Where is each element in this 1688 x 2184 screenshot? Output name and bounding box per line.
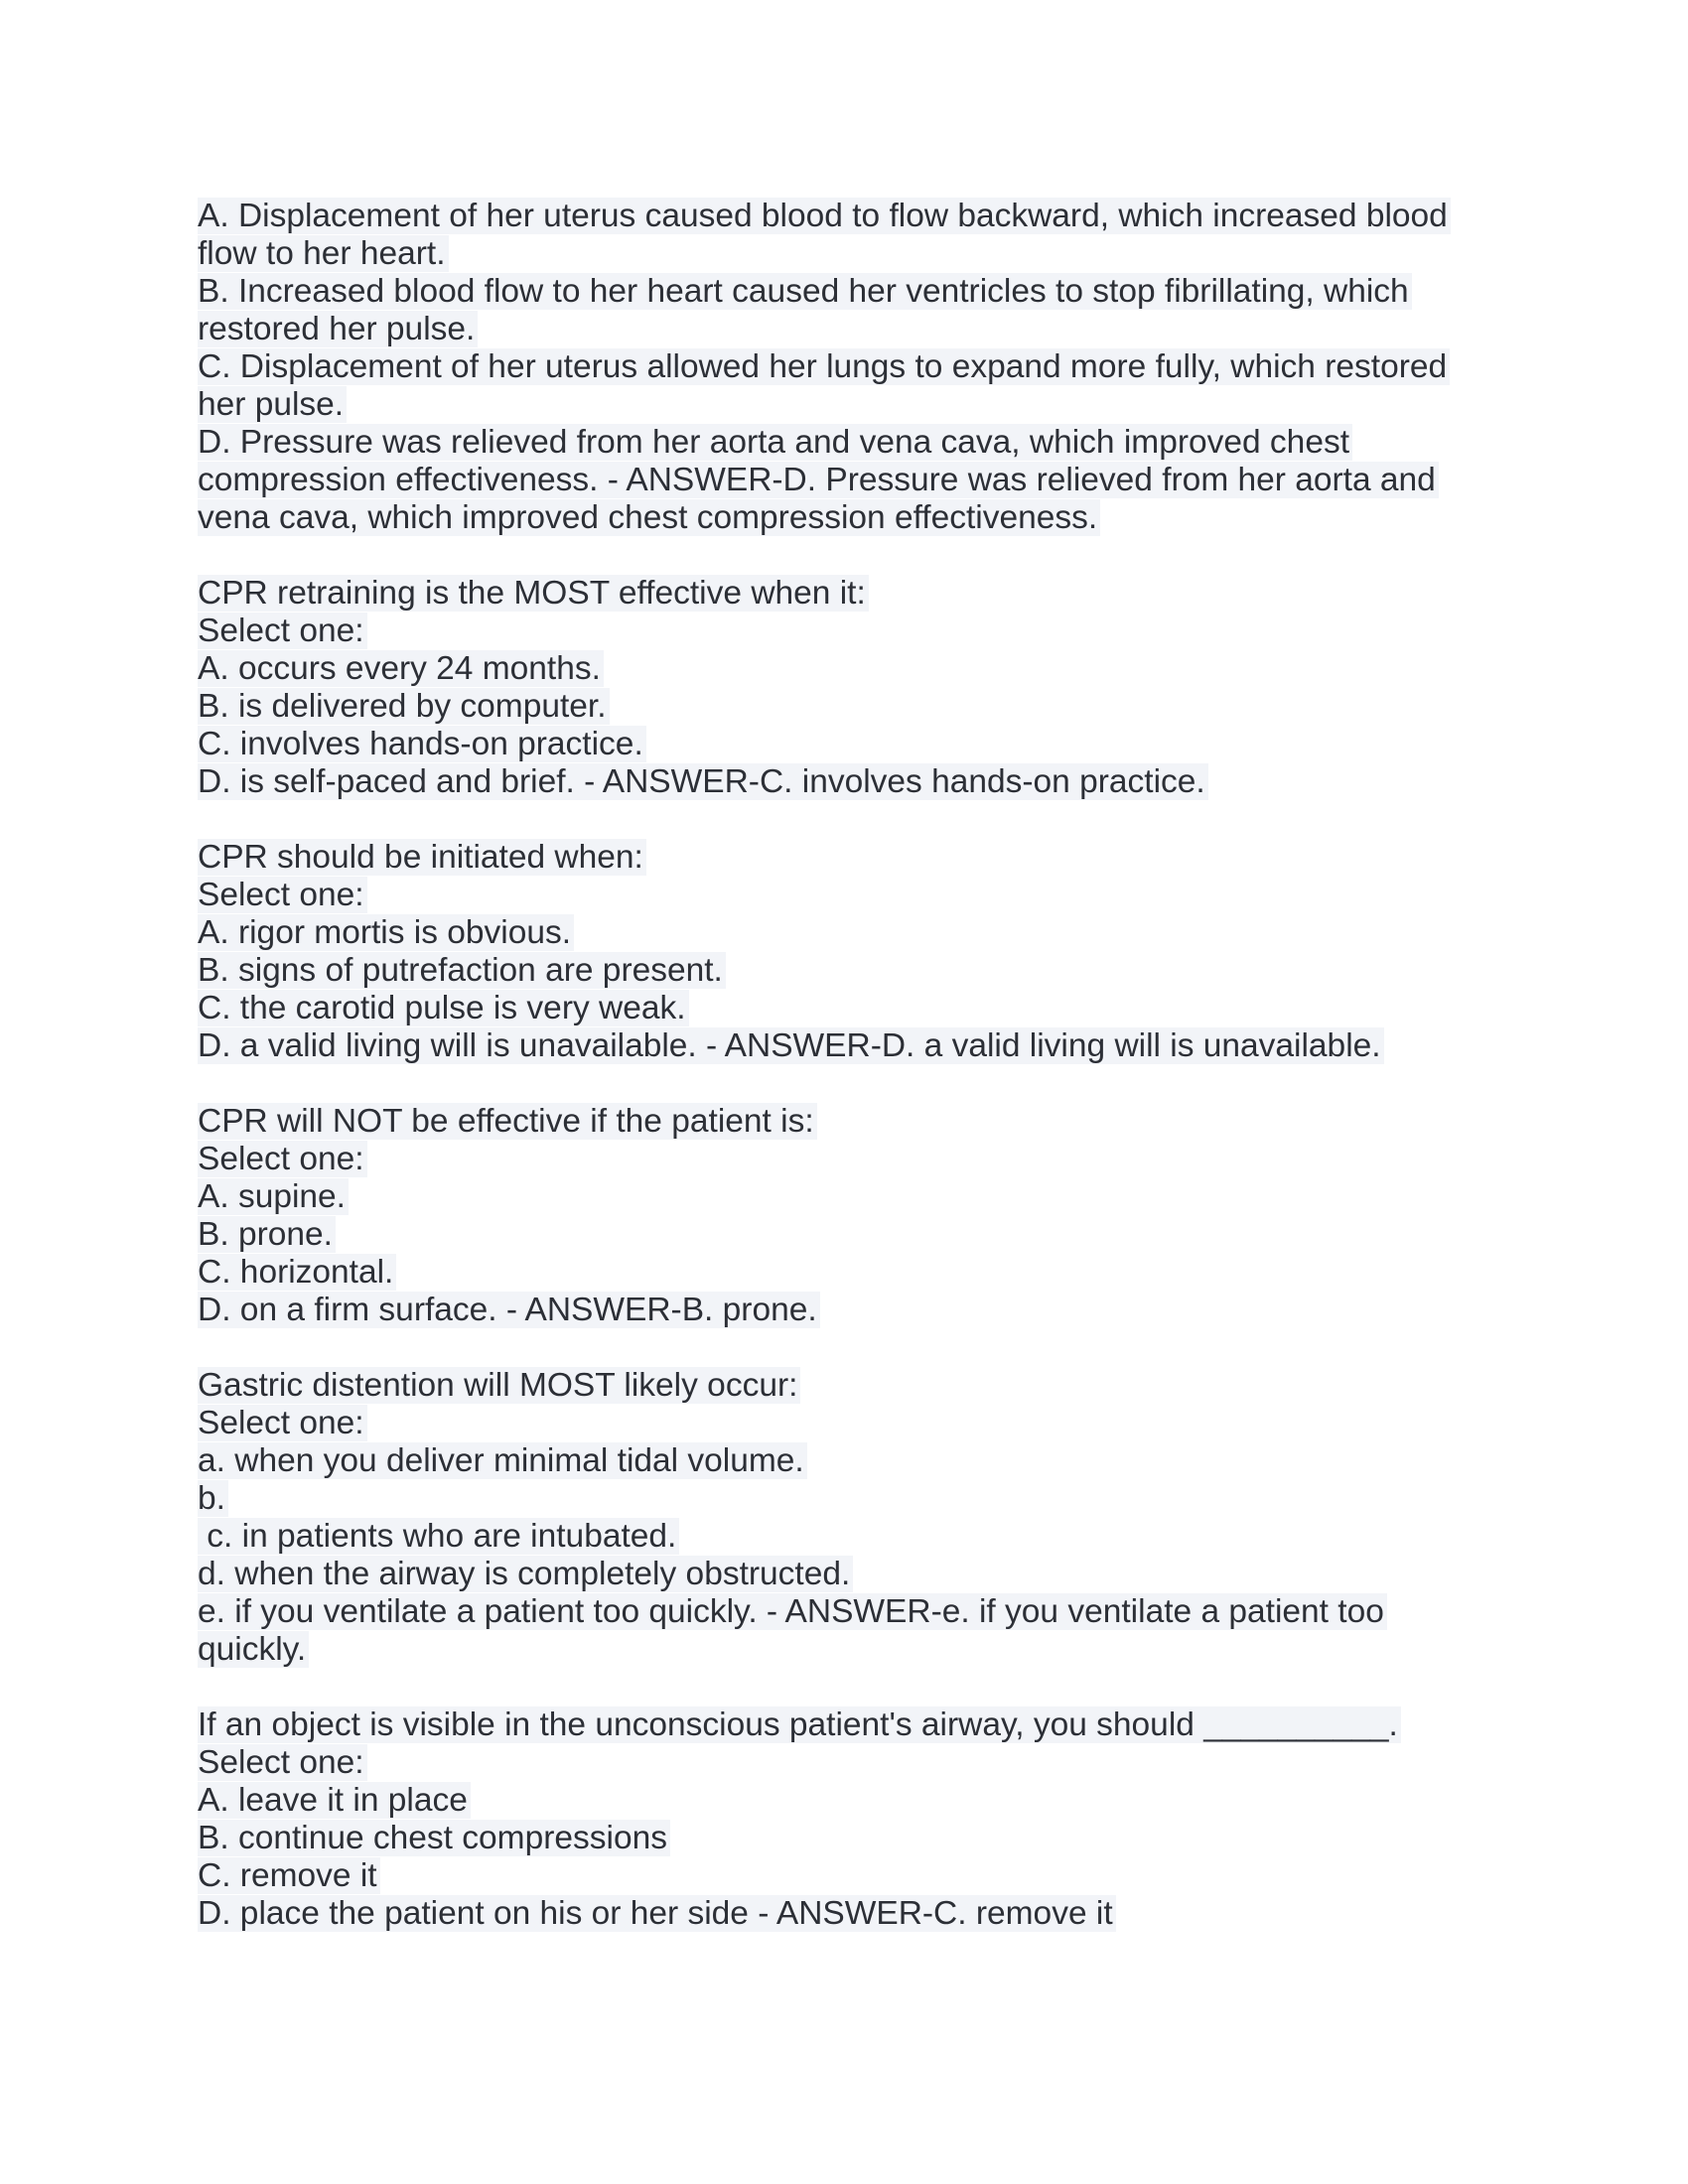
line-text: C. involves hands-on practice. (198, 726, 646, 762)
question-block-gastric-distention (198, 1367, 1449, 1669)
line-text: Select one: (198, 1405, 367, 1441)
answer-option (198, 688, 1449, 726)
question-block-airway-object (198, 1706, 1449, 1933)
line-text: Select one: (198, 1141, 367, 1177)
select-one-label (198, 613, 1449, 650)
line-text: flow to her heart. (198, 235, 449, 272)
text-line (198, 386, 1449, 424)
line-text: C. the carotid pulse is very weak. (198, 990, 689, 1026)
text-line (198, 348, 1449, 386)
answer-option (198, 1480, 1449, 1518)
line-text: D. Pressure was relieved from her aorta and vena cava, which improved chest (198, 424, 1352, 461)
text-line (198, 273, 1449, 311)
line-text: b. (198, 1480, 228, 1517)
answer-option (198, 914, 1449, 952)
answer-option (198, 1027, 1449, 1065)
line-text: restored her pulse. (198, 311, 478, 347)
line-text: A. rigor mortis is obvious. (198, 914, 574, 951)
answer-option (198, 1820, 1449, 1857)
line-text: CPR retraining is the MOST effective when it: (198, 575, 869, 612)
line-text: CPR should be initiated when: (198, 839, 646, 876)
line-text: Select one: (198, 1744, 367, 1781)
text-line (198, 499, 1449, 537)
line-text: Select one: (198, 613, 367, 649)
text-line (198, 235, 1449, 273)
answer-option (198, 1292, 1449, 1329)
document-content (198, 198, 1449, 1971)
question-text (198, 575, 1449, 613)
text-line (198, 198, 1449, 235)
line-text: vena cava, which improved chest compression effectiveness. (198, 499, 1100, 536)
line-text: B. continue chest compressions (198, 1820, 670, 1856)
answer-option (198, 726, 1449, 763)
line-text: C. horizontal. (198, 1254, 396, 1291)
line-text: B. is delivered by computer. (198, 688, 610, 725)
line-text: B. Increased blood flow to her heart caused her ventricles to stop fibrillating, which (198, 273, 1412, 310)
line-text: a. when you deliver minimal tidal volume. (198, 1442, 807, 1479)
answer-option (198, 1178, 1449, 1216)
question-text (198, 1367, 1449, 1405)
answer-option (198, 1216, 1449, 1254)
question-text (198, 1103, 1449, 1141)
answer-option (198, 1782, 1449, 1820)
answer-option (198, 952, 1449, 990)
answer-option (198, 1857, 1449, 1895)
line-text: C. remove it (198, 1857, 380, 1894)
line-text: A. Displacement of her uterus caused blood to flow backward, which increased blood (198, 198, 1451, 234)
answer-option (198, 763, 1449, 801)
text-line (198, 424, 1449, 462)
text-line (198, 311, 1449, 348)
answer-option (198, 1254, 1449, 1292)
question-block-cpr-initiated (198, 839, 1449, 1065)
line-text: d. when the airway is completely obstructed. (198, 1556, 853, 1592)
line-text: D. place the patient on his or her side - ANSWER-C. remove it (198, 1895, 1116, 1932)
select-one-label (198, 1744, 1449, 1782)
line-text: D. on a firm surface. - ANSWER-B. prone. (198, 1292, 820, 1328)
line-text: her pulse. (198, 386, 347, 423)
line-text: c. in patients who are intubated. (198, 1518, 679, 1555)
answer-option (198, 1631, 1449, 1669)
question-block-cpr-not-effective (198, 1103, 1449, 1329)
question-text (198, 839, 1449, 877)
line-text: B. signs of putrefaction are present. (198, 952, 726, 989)
line-text: B. prone. (198, 1216, 336, 1253)
line-text: CPR will NOT be effective if the patient is: (198, 1103, 817, 1140)
line-text: D. is self-paced and brief. - ANSWER-C. involves hands-on practice. (198, 763, 1208, 800)
line-text: quickly. (198, 1631, 309, 1668)
line-text: Select one: (198, 877, 367, 913)
text-line (198, 462, 1449, 499)
question-block-uterus-answers (198, 198, 1449, 537)
answer-option (198, 1895, 1449, 1933)
select-one-label (198, 1405, 1449, 1442)
answer-option (198, 650, 1449, 688)
line-text: If an object is visible in the unconscious patient's airway, you should __________. (198, 1706, 1401, 1743)
line-text: compression effectiveness. - ANSWER-D. Pressure was relieved from her aorta and (198, 462, 1439, 498)
line-text: A. occurs every 24 months. (198, 650, 604, 687)
line-text: A. leave it in place (198, 1782, 471, 1819)
line-text: Gastric distention will MOST likely occur: (198, 1367, 800, 1404)
select-one-label (198, 877, 1449, 914)
line-text: C. Displacement of her uterus allowed her lungs to expand more fully, which restored (198, 348, 1450, 385)
answer-option (198, 1593, 1449, 1631)
line-text: e. if you ventilate a patient too quickly. - ANSWER-e. if you ventilate a patient too (198, 1593, 1387, 1630)
answer-option (198, 990, 1449, 1027)
question-text (198, 1706, 1449, 1744)
line-text: A. supine. (198, 1178, 349, 1215)
answer-option (198, 1518, 1449, 1556)
answer-option (198, 1556, 1449, 1593)
line-text: D. a valid living will is unavailable. - ANSWER-D. a valid living will is unavailable. (198, 1027, 1384, 1064)
select-one-label (198, 1141, 1449, 1178)
answer-option (198, 1442, 1449, 1480)
question-block-cpr-retraining (198, 575, 1449, 801)
